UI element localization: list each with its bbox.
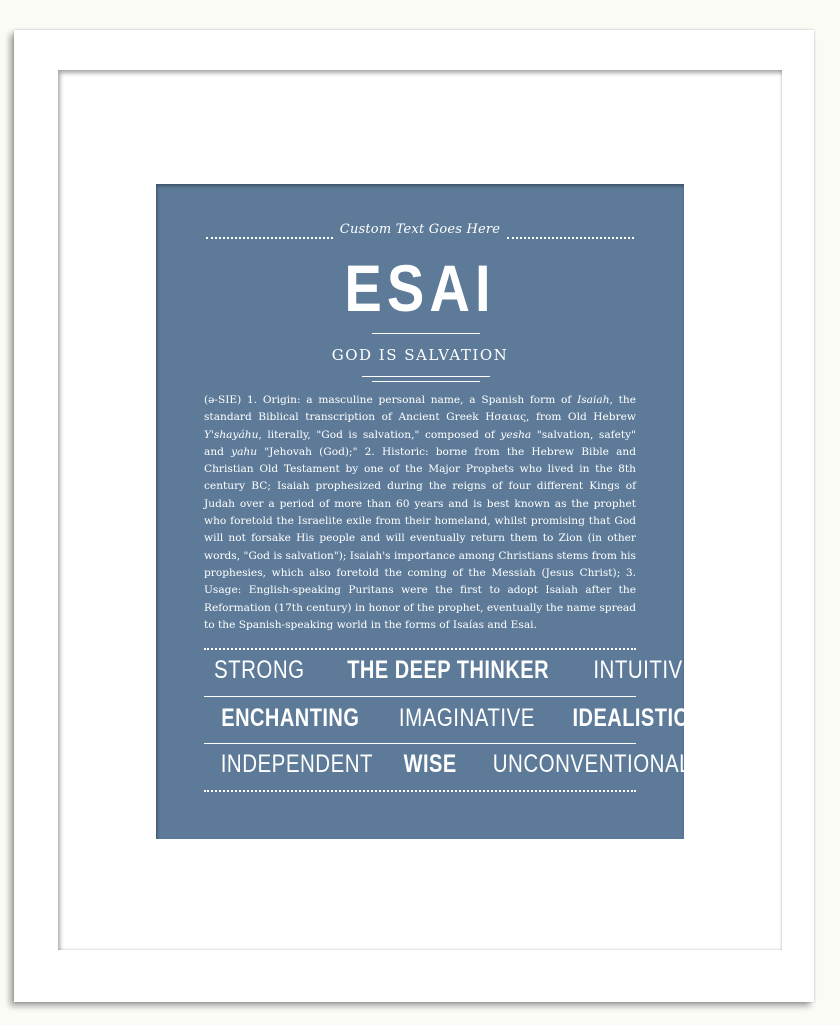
rule-below-meaning-1 bbox=[362, 376, 490, 377]
definition-text: , literally, "God is salvation," composed of bbox=[258, 428, 501, 441]
dotted-divider-right bbox=[507, 237, 634, 239]
trait-separator-1 bbox=[204, 696, 636, 697]
definition-italic-term: yahu bbox=[231, 445, 258, 458]
definition-italic-term: Isaiah bbox=[577, 394, 610, 406]
traits-block bbox=[204, 654, 697, 794]
definition-text: (ə-SIE) 1. Origin: a masculine personal name, a Spanish form of bbox=[204, 394, 578, 406]
trait-separator-2 bbox=[204, 743, 636, 744]
trait: INTUITIVE bbox=[593, 656, 697, 684]
name-definition bbox=[204, 392, 636, 634]
trait-line-3 bbox=[204, 750, 692, 779]
trait: IDEALISTIC bbox=[572, 704, 689, 732]
trait: THE DEEP THINKER bbox=[347, 656, 550, 684]
definition-text: "Jehovah (God);" 2. Historic: borne from the Hebrew Bible and Christian Old Testament by one of the Major Prophets who lived in the 8th century BC; Isaiah prophesized during the reigns of four different Kings of Judah over a period of more than 60 years and is best known as the prophet who foretold the Israelite exile from their homeland, whilst promising that God will not forsake His people and will eventually return them to Zion (in other words, "God is salvation"); Isaiah's importance among Christians stems from his prophesies, which also foretold the coming of the Messiah (Jesus Christ); 3. Usage: English-speaking Puritans were the first to adopt Isaiah after the Reformation (17th century) in honor of the prophet, eventually the name spread to the Spanish-speaking world in the forms of Isaías and Esai. bbox=[204, 445, 636, 631]
definition-text: "salvation, safety" and bbox=[204, 428, 636, 458]
definition-italic-term: yesha bbox=[500, 428, 532, 441]
trait-line-2 bbox=[204, 704, 689, 733]
name-meaning: GOD IS SALVATION bbox=[331, 346, 509, 364]
dotted-divider-traits-bottom bbox=[204, 790, 636, 792]
rule-below-meaning-2 bbox=[372, 381, 480, 382]
trait: STRONG bbox=[213, 656, 305, 684]
trait-line-1 bbox=[204, 656, 697, 685]
rule-above-meaning bbox=[372, 333, 480, 334]
definition-text: , the standard Biblical transcription of Ancient Greek Ησαιας, from Old Hebrew bbox=[204, 394, 636, 424]
custom-text: Custom Text Goes Here bbox=[339, 222, 501, 237]
trait: INDEPENDENT bbox=[220, 750, 374, 778]
dotted-divider-traits-top bbox=[204, 648, 636, 650]
custom-text-row bbox=[206, 220, 634, 244]
trait: IMAGINATIVE bbox=[399, 704, 536, 732]
trait: ENCHANTING bbox=[221, 704, 360, 732]
dotted-divider-left bbox=[206, 237, 333, 239]
definition-italic-term: Y'shayáhu bbox=[204, 428, 259, 441]
name-print bbox=[156, 184, 697, 839]
trait: WISE bbox=[403, 750, 458, 778]
trait: UNCONVENTIONAL bbox=[492, 750, 692, 778]
name-title: ESAI bbox=[344, 251, 496, 325]
